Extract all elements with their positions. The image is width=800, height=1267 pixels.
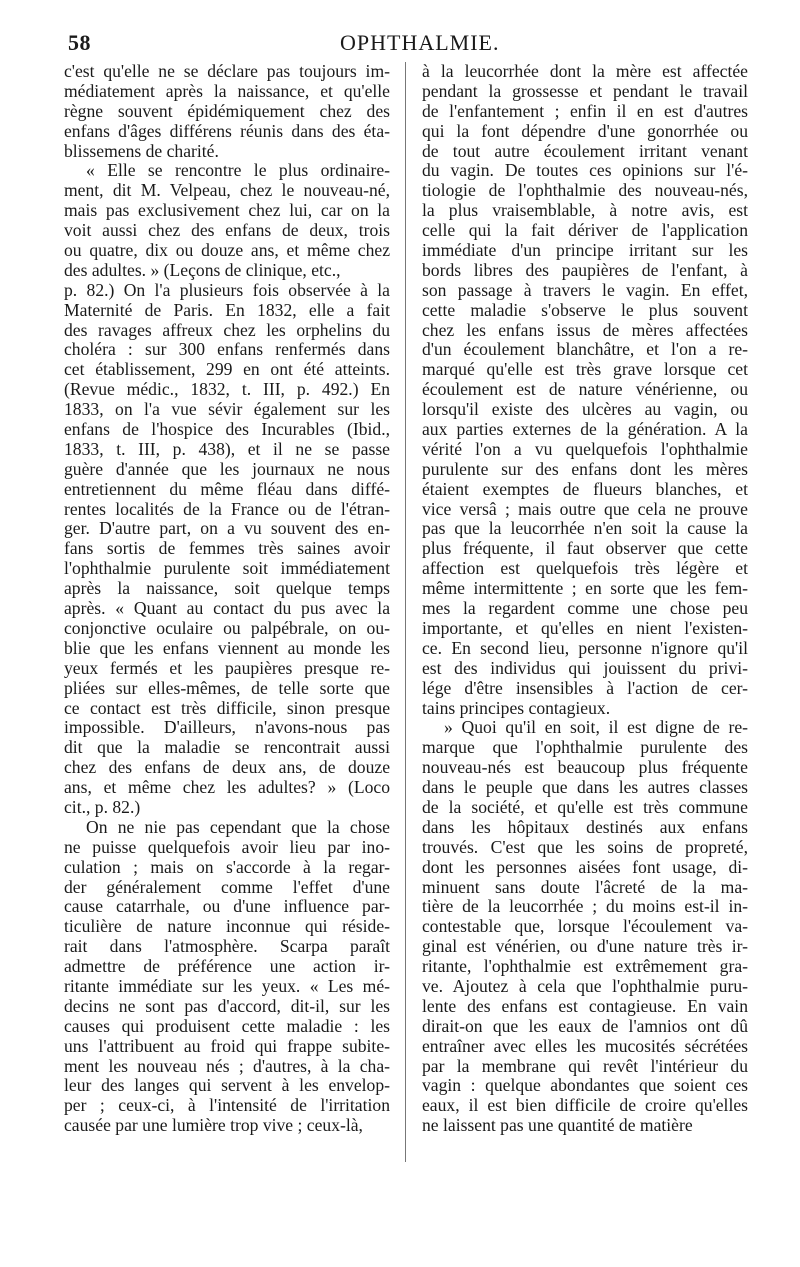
text-line: cit., p. 82.) xyxy=(64,796,141,817)
text-line: médiatement après la naissance, et qu'elle xyxy=(64,80,390,101)
text-line: des ravages affreux chez les orphelins du xyxy=(64,319,390,340)
text-line: ce. En second lieu, personne n'ignore qu'il xyxy=(422,637,748,658)
text-line: règne souvent épidémiquement chez des xyxy=(64,100,390,121)
text-line: minuent sans doute l'âcreté de la ma- xyxy=(422,876,748,897)
text-line: plus fréquente, il faut observer que cette xyxy=(422,538,748,559)
text-line: nouveau-nés est beaucoup plus fréquente xyxy=(422,757,748,778)
text-line: dans le peuple que dans les autres classes xyxy=(422,777,748,798)
text-line: dit que la maladie se rencontrait aussi xyxy=(64,737,390,758)
text-line: (Revue médic., 1832, t. III, p. 492.) En xyxy=(64,379,390,400)
text-line: ritante immédiate sur les yeux. « Les mé- xyxy=(64,975,390,996)
text-line: chez les enfans issus de mères affectées xyxy=(422,319,748,340)
text-line: aux parties externes de la génération. A la xyxy=(422,419,748,440)
text-line: der généralement comme l'effet d'une xyxy=(64,876,390,897)
text-line: On ne nie pas cependant que la chose xyxy=(86,816,390,837)
text-line: même intermittente ; en sorte que les fem- xyxy=(422,578,748,599)
text-line: pendant la grossesse et pendant le travail xyxy=(422,80,748,101)
text-line: de la société, et qu'elle est très commune xyxy=(422,796,748,817)
text-line: yeux fermés et les paupières presque re- xyxy=(64,657,390,678)
text-line: enfans de l'hospice des Incurables (Ibid., xyxy=(64,419,390,440)
text-line: ans, et même chez les adultes? » (Loco xyxy=(64,777,390,798)
text-line: p. 82.) On l'a plusieurs fois observée à la xyxy=(64,279,390,300)
text-line: ne puisse quelquefois avoir lieu par ino- xyxy=(64,836,390,857)
text-line: du vagin. De toutes ces opinions sur l'é- xyxy=(422,160,748,181)
right-text-column xyxy=(422,62,748,1136)
text-line: lorsqu'il existe des ulcères au vagin, ou xyxy=(422,399,748,420)
text-line: « Elle se rencontre le plus ordinaire- xyxy=(86,160,390,181)
text-line: vagin : quelque abondantes que soient ces xyxy=(422,1075,748,1096)
text-line: par la membrane qui revêt l'intérieur du xyxy=(422,1055,748,1076)
text-line: son passage à travers le vagin. En effet, xyxy=(422,279,748,300)
text-line: bords libres des paupières de l'enfant, à xyxy=(422,259,748,280)
text-line: écoulement est de nature vénérienne, ou xyxy=(422,379,748,400)
text-line: importante, et qu'elles en nient l'existen- xyxy=(422,617,748,638)
text-line: decins ne sont pas d'accord, dit-il, sur les xyxy=(64,995,390,1016)
text-line: voit aussi chez des enfans de deux, trois xyxy=(64,220,390,241)
text-line: immédiate d'un principe irritant sur les xyxy=(422,240,748,261)
text-line: étaient exemptes de flueurs blanches, et xyxy=(422,478,748,499)
text-line: vérité l'on a vu quelquefois l'ophthalmie xyxy=(422,438,748,459)
text-line: de l'enfantement ; enfin il en est d'autres xyxy=(422,100,748,121)
text-line: l'ophthalmie purulente soit immédiatement xyxy=(64,558,390,579)
page-number: 58 xyxy=(68,30,91,55)
text-line: purulente sur des enfans dont les mères xyxy=(422,458,748,479)
text-line: choléra : sur 300 enfans renfermés dans xyxy=(64,339,390,360)
text-line: lente des enfans est contagieuse. En vain xyxy=(422,995,748,1016)
text-line: impossible. D'ailleurs, n'avons-nous pas xyxy=(64,717,390,738)
text-line: cause catarrhale, ou d'une influence par- xyxy=(64,896,390,917)
text-line: la plus vraisemblable, à notre avis, est xyxy=(422,200,748,221)
text-line: entretiennent du même fléau dans diffé- xyxy=(64,478,390,499)
text-line: ritante, l'ophthalmie est extrêmement gra- xyxy=(422,956,748,977)
text-line: ce contact est très difficile, sinon presque xyxy=(64,697,390,718)
text-line: cet établissement, 299 en ont été atteints. xyxy=(64,359,390,380)
text-line: tière de la leucorrhée ; du moins est-il in- xyxy=(422,896,748,917)
text-line: ve. Ajoutez à cela que l'ophthalmie puru- xyxy=(422,975,748,996)
text-line: blissemens de charité. xyxy=(64,140,219,161)
text-line: ger. D'autre part, on a vu souvent des en- xyxy=(64,518,390,539)
text-line: tains principes contagieux. xyxy=(422,697,611,718)
text-line: ginal est vénérien, ou d'une nature très ir- xyxy=(422,936,748,957)
text-line: ment les nouveau nés ; d'autres, à la cha- xyxy=(64,1055,390,1076)
text-line: » Quoi qu'il en soit, il est digne de re- xyxy=(444,717,748,738)
text-line: c'est qu'elle ne se déclare pas toujours im- xyxy=(64,61,390,81)
text-line: eaux, il est bien difficile de croire qu'elles xyxy=(422,1095,748,1116)
text-line: entraîner avec elles les mucosités sécrétées xyxy=(422,1035,748,1056)
text-line: culation ; mais on s'accorde à la regar- xyxy=(64,856,390,877)
text-line: 1833, t. III, p. 438), et il ne se passe xyxy=(64,438,390,459)
text-line: celle qui la fait dériver de l'application xyxy=(422,220,748,241)
text-line: ou quatre, dix ou douze ans, et même chez xyxy=(64,240,390,261)
text-line: est des individus qui jouissent du privi- xyxy=(422,657,748,678)
text-line: ne laissent pas une quantité de matière xyxy=(422,1115,693,1136)
text-line: mais pas exclusivement chez lui, car on la xyxy=(64,200,390,221)
text-line: dans les hôpitaux destinés aux enfans xyxy=(422,816,748,837)
text-line: ment, dit M. Velpeau, chez le nouveau-né, xyxy=(64,180,390,201)
text-line: lége d'être insensibles à l'action de cer- xyxy=(422,677,748,698)
text-line: pas que la leucorrhée n'en soit la cause la xyxy=(422,518,748,539)
text-line: enfans d'âges différens réunis dans des éta- xyxy=(64,120,390,141)
text-line: conjonctive oculaire ou palpébrale, on ou- xyxy=(64,617,390,638)
text-line: leur des langes qui servent à les envelop- xyxy=(64,1075,390,1096)
text-line: causes qui produisent cette maladie : les xyxy=(64,1015,390,1036)
text-line: après la naissance, soit quelque temps xyxy=(64,578,390,599)
text-line: après. « Quant au contact du pus avec la xyxy=(64,598,390,619)
text-line: fans sortis de femmes très saines avoir xyxy=(64,538,390,559)
text-line: Maternité de Paris. En 1832, elle a fait xyxy=(64,299,390,320)
text-line: dont les personnes aisées font usage, di- xyxy=(422,856,748,877)
text-line: à la leucorrhée dont la mère est affectée xyxy=(422,61,748,81)
text-line: de tout autre écoulement irritant venant xyxy=(422,140,748,161)
text-line: qui la font dépendre d'une gonorrhée ou xyxy=(422,120,748,141)
text-line: blie que les enfans viennent au monde les xyxy=(64,637,390,658)
text-line: tiologie de l'ophthalmie des nouveau-nés, xyxy=(422,180,748,201)
left-text-column xyxy=(64,62,390,1136)
text-line: marque que l'ophthalmie purulente des xyxy=(422,737,748,758)
text-line: trouvés. C'est que les soins de propreté, xyxy=(422,836,748,857)
text-line: causée par une lumière trop vive ; ceux-là, xyxy=(64,1115,363,1136)
text-line: pliées sur elles-mêmes, de telle sorte que xyxy=(64,677,390,698)
text-line: dirait-on que les eaux de l'amnios ont dû xyxy=(422,1015,748,1036)
text-line: rait dans l'atmosphère. Scarpa paraît xyxy=(64,936,390,957)
text-line: mes la regardent comme une chose peu xyxy=(422,598,748,619)
text-line: per ; ceux-ci, à l'intensité de l'irritation xyxy=(64,1095,390,1116)
text-line: ticulière de nature inconnue qui réside- xyxy=(64,916,390,937)
text-line: guère d'année que les journaux ne nous xyxy=(64,458,390,479)
text-line: d'un écoulement blanchâtre, et l'on a re- xyxy=(422,339,748,360)
running-title: OPHTHALMIE. xyxy=(340,30,500,55)
text-line: chez des enfans de deux ans, de douze xyxy=(64,757,390,778)
text-line: 1833, on l'a vue sévir également sur les xyxy=(64,399,390,420)
text-line: contestable que, lorsque l'écoulement va- xyxy=(422,916,748,937)
text-line: marqué qu'elle est très grave lorsque cet xyxy=(422,359,748,380)
text-line: vice versâ ; mais outre que cela ne prouve xyxy=(422,498,748,519)
text-line: uns l'attribuent au froid qui frappe subite- xyxy=(64,1035,390,1056)
text-line: admettre de préférence une action ir- xyxy=(64,956,390,977)
text-line: cette maladie s'observe le plus souvent xyxy=(422,299,748,320)
text-line: rentes localités de la France ou de l'étran- xyxy=(64,498,390,519)
text-line: des adultes. » (Leçons de clinique, etc., xyxy=(64,259,341,280)
text-line: affection est quelquefois très légère et xyxy=(422,558,748,579)
column-divider xyxy=(405,62,406,1162)
